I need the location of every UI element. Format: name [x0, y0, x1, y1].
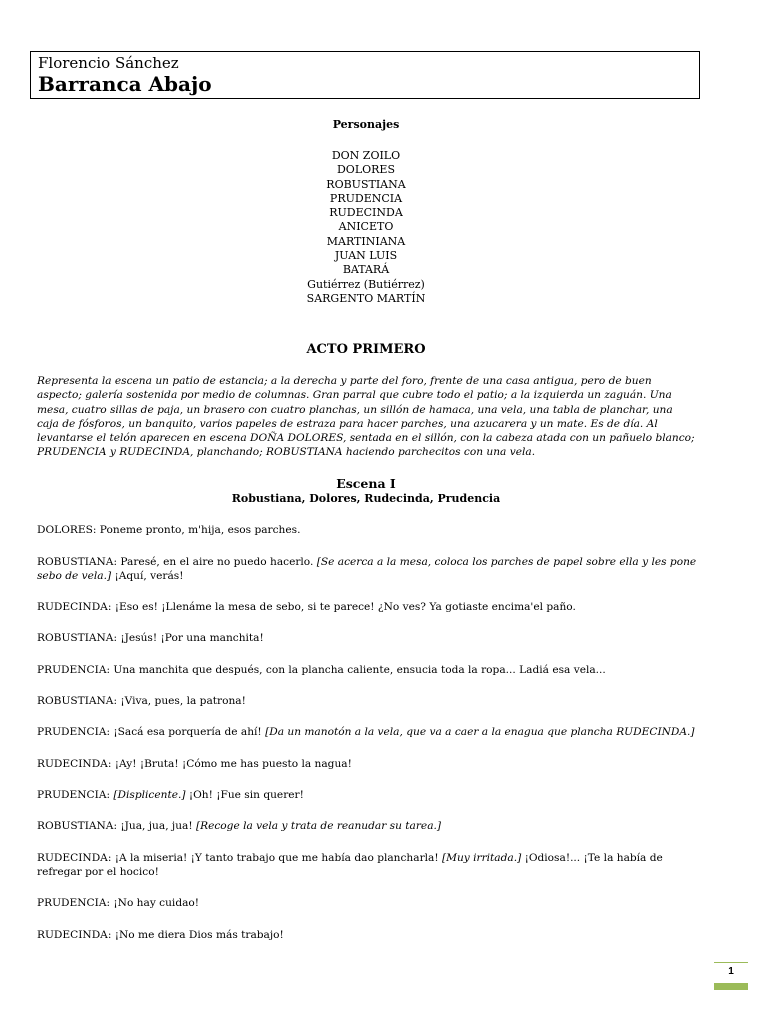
dialogue-text: ¡Oh! ¡Fue sin querer!: [185, 789, 304, 801]
author-name: Florencio Sánchez: [38, 54, 179, 72]
cast-member: ANICETO: [338, 220, 394, 234]
dialogue-line: [37, 928, 697, 942]
cast-member: ROBUSTIANA: [326, 177, 406, 191]
dialogue-text: ¡Eso es! ¡Llenáme la mesa de sebo, si te parece! ¿No ves? Ya gotiaste encima'el paño.: [111, 601, 576, 613]
dialogue-line: [37, 600, 697, 614]
stage-note: [Displicente.]: [113, 789, 186, 801]
cast-member: BATARÁ: [342, 263, 390, 277]
stage-direction: Representa la escena un patio de estancia; a la derecha y parte del foro, frente de una casa antigua, pero de buen aspecto; galería sostenida por medio de columnas. Gran parral que cubre todo el patio; a la izquierda un zaguán. Una mesa, cuatro sillas de paja, un brasero con cuatro planchas, un sillón de hamaca, una vela, una tabla de planchar, una caja de fósforos, un banquito, varios papeles de estraza para hacer parches, una azucarera y un mate. Es de día. Al levantarse el telón aparecen en escena DOÑA DOLORES, sentada en el sillón, con la cabeza atada con un pañuelo blanco; PRUDENCIA y RUDECINDA, planchando; ROBUSTIANA haciendo parchecitos con una vela.: [37, 375, 695, 459]
dialogue-text: ¡Jua, jua, jua!: [117, 820, 196, 832]
speaker-name: RUDECINDA:: [37, 601, 112, 613]
speaker-name: PRUDENCIA:: [37, 897, 111, 909]
cast-member: MARTINIANA: [326, 234, 406, 248]
dialogue-text: Paresé, en el aire no puedo hacerlo.: [117, 556, 317, 568]
dialogue-line: [37, 851, 697, 880]
speaker-name: RUDECINDA:: [37, 852, 112, 864]
speaker-name: ROBUSTIANA:: [37, 632, 118, 644]
speaker-name: PRUDENCIA:: [37, 789, 111, 801]
dialogue-line: [37, 555, 697, 584]
dialogue-text: Poneme pronto, m'hija, esos parches.: [96, 524, 301, 536]
page-number: 1: [728, 966, 734, 977]
dialogue-line: [37, 819, 697, 833]
cast-member: JUAN LUIS: [334, 249, 398, 263]
speaker-name: RUDECINDA:: [37, 758, 112, 770]
play-title: Barranca Abajo: [38, 72, 212, 96]
act-title: ACTO PRIMERO: [306, 342, 426, 357]
cast-member: Gutiérrez (Butiérrez): [307, 277, 425, 291]
cast-member: SARGENTO MARTÍN: [306, 291, 426, 305]
speaker-name: DOLORES:: [37, 524, 97, 536]
dialogue-line: [37, 725, 697, 739]
page-number-rule: [714, 962, 748, 963]
speaker-name: PRUDENCIA:: [37, 726, 111, 738]
speaker-name: ROBUSTIANA:: [37, 556, 118, 568]
cast-member: RUDECINDA: [329, 206, 403, 220]
dialogue-text: ¡A la miseria! ¡Y tanto trabajo que me había dao plancharla!: [111, 852, 442, 864]
dialogue-line: [37, 896, 697, 910]
speaker-name: PRUDENCIA:: [37, 664, 111, 676]
dialogue-text: ¡Jesús! ¡Por una manchita!: [117, 632, 264, 644]
dialogue-line: [37, 694, 697, 708]
dialogue-line: [37, 663, 697, 677]
stage-note: [Se acerca a la mesa, coloca los parches de papel sobre ella y les pone sebo de vela.]: [37, 556, 697, 583]
cast-list: [0, 149, 732, 306]
dialogue-text: ¡No me diera Dios más trabajo!: [111, 929, 284, 941]
page-number-bar: [714, 983, 748, 990]
speaker-name: ROBUSTIANA:: [37, 820, 118, 832]
dialogue-line: [37, 523, 697, 537]
speaker-name: ROBUSTIANA:: [37, 695, 118, 707]
stage-note: [Da un manotón a la vela, que va a caer a la enagua que plancha RUDECINDA.]: [265, 726, 695, 738]
document-header: [30, 51, 700, 99]
stage-note: [Recoge la vela y trata de reanudar su tarea.]: [195, 820, 442, 832]
scene-title: Escena I: [336, 476, 396, 491]
scene-characters: Robustiana, Dolores, Rudecinda, Prudencia: [231, 492, 501, 505]
dialogue-text: ¡Ay! ¡Bruta! ¡Cómo me has puesto la nagua!: [111, 758, 352, 770]
dialogue-text: ¡No hay cuidao!: [110, 897, 200, 909]
dialogue-text: Una manchita que después, con la plancha caliente, ensucia toda la ropa... Ladiá esa vela...: [110, 664, 606, 676]
dialogue-line: [37, 788, 697, 802]
dialogue-text: ¡Sacá esa porquería de ahí!: [110, 726, 266, 738]
personajes-heading: Personajes: [332, 118, 400, 131]
dialogue-line: [37, 757, 697, 771]
cast-member: DOLORES: [336, 163, 395, 177]
cast-member: DON ZOILO: [331, 149, 401, 162]
dialogue-text: ¡Aquí, verás!: [111, 570, 184, 583]
cast-member: PRUDENCIA: [329, 191, 403, 205]
dialogue-text: ¡Viva, pues, la patrona!: [117, 695, 246, 707]
dialogue-line: [37, 631, 697, 645]
speaker-name: RUDECINDA:: [37, 929, 112, 941]
dialogue-text: ¡Odiosa!... ¡Te la había de refregar por el hocico!: [37, 852, 663, 879]
stage-note: [Muy irritada.]: [441, 852, 522, 864]
